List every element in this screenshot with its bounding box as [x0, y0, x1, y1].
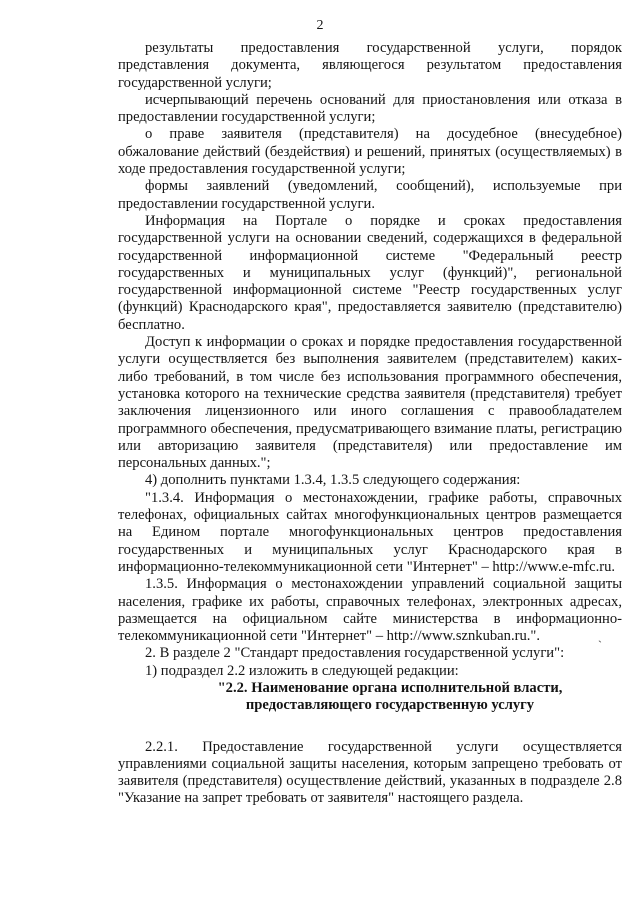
- document-body: [118, 40, 622, 808]
- paragraph-1-3-5: 1.3.5. Информация о местонахождении управлений социальной защиты населения, графике их работы, справочных телефонах, электронных адресах, размещается на официальном сайте министерства в информационно-телекоммуникационной сети "Интернет" – http://www.sznkuban.ru.".: [118, 576, 622, 645]
- paragraph-results: результаты предоставления государственной услуги, порядок представления документа, являющегося результатом предоставления государственной услуги;: [118, 40, 622, 91]
- spacer: [118, 715, 622, 739]
- paragraph-item-4: 4) дополнить пунктами 1.3.4, 1.3.5 следующего содержания:: [145, 472, 521, 489]
- section-heading-line-2: предоставляющего государственную услугу: [245, 697, 535, 714]
- paragraph-section-2: 2. В разделе 2 "Стандарт предоставления государственной услуги":: [145, 645, 565, 662]
- paragraph-appeal-right: о праве заявителя (представителя) на досудебное (внесудебное) обжалование действий (бездействия) и решений, принятых (осуществляемых) в ходе предоставления государственной услуги;: [118, 126, 622, 178]
- paragraph-subsection-2-2: 1) подраздел 2.2 изложить в следующей редакции:: [145, 662, 459, 679]
- stray-mark: `: [598, 638, 602, 652]
- paragraph-1-3-4: "1.3.4. Информация о местонахождении, графике работы, справочных телефонах, официальных сайтах многофункциональных центров размещается на Едином портале многофункциональных центров предоставления государственных и муниципальных услуг Краснодарского края в информационно-телекоммуникационной сети "Интернет" – http://www.e-mfc.ru.: [118, 489, 622, 575]
- paragraph-refusal-grounds: исчерпывающий перечень оснований для приостановления или отказа в предоставлении государственной услуги;: [118, 91, 622, 126]
- paragraph-access: Доступ к информации о сроках и порядке предоставления государственной услуги осуществляется без выполнения заявителем (представителем) каких-либо требований, в том числе без использования программного обеспечения, установка которого на технические средства заявителя (представителя) требует заключения лицензионного или иного соглашения с правообладателем программного обеспечения, предусматривающего взимание платы, регистрацию или авторизацию заявителя (представителя) или предоставление им персональных данных.";: [118, 334, 622, 472]
- page-number: 2: [316, 18, 324, 33]
- section-heading-line-1: "2.2. Наименование органа исполнительной власти,: [217, 679, 563, 696]
- paragraph-forms: формы заявлений (уведомлений, сообщений), используемые при предоставлении государственной услуги.: [118, 178, 622, 212]
- paragraph-portal-info: Информация на Портале о порядке и сроках предоставления государственной услуги на основании сведений, содержащихся в федеральной государственной информационной системе "Федеральный реестр государственных и муниципальных услуг (функций)", региональной государственной информационной системе "Реестр государственных услуг (функций) Краснодарского края", предоставляется заявителю (представителю) бесплатно.: [118, 212, 622, 333]
- paragraph-2-2-1: 2.2.1. Предоставление государственной услуги осуществляется управлениями социальной защиты населения, которым запрещено требовать от заявителя (представителя) осуществление действий, указанных в подразделе 2.8 "Указание на запрет требовать от заявителя" настоящего раздела.: [118, 738, 622, 807]
